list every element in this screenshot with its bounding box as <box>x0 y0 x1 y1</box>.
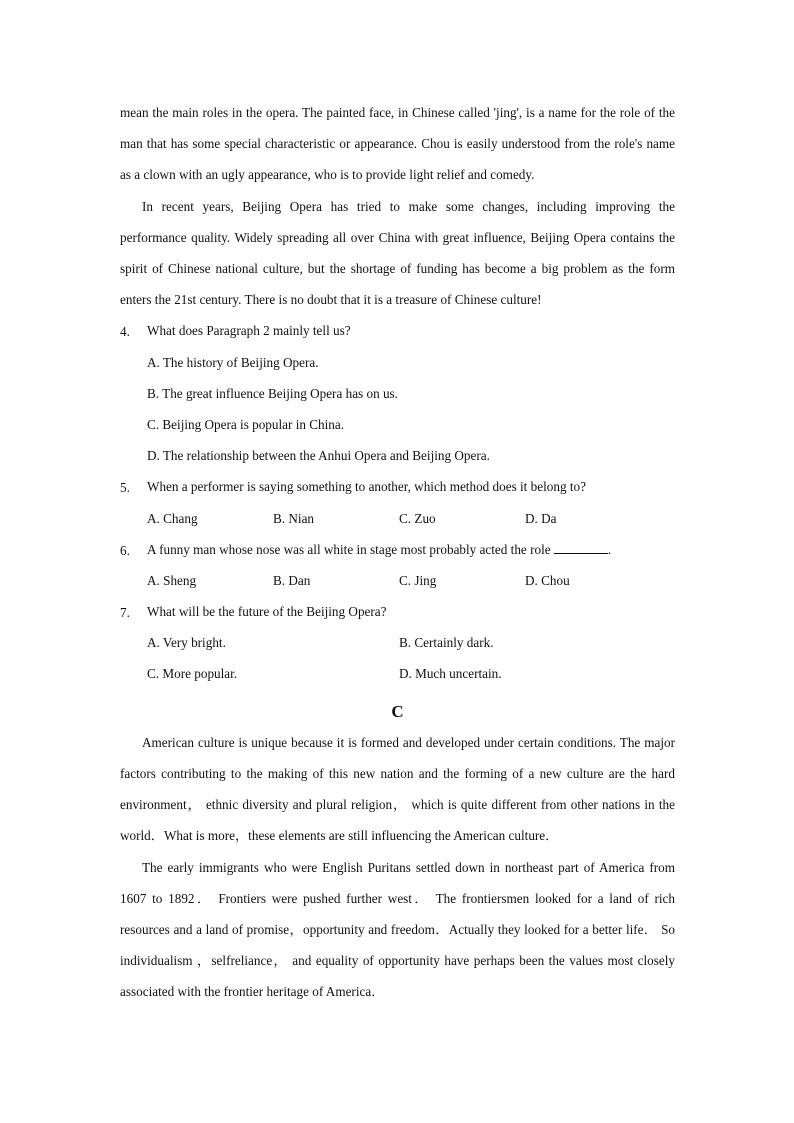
option-row <box>120 658 675 689</box>
option-d[interactable]: D. Da <box>525 510 557 526</box>
question-text-end: . <box>607 541 612 557</box>
option-d[interactable]: D. Chou <box>525 572 570 588</box>
option-a[interactable]: A. The history of Beijing Opera. <box>147 354 319 370</box>
option-b[interactable]: B. The great influence Beijing Opera has on us. <box>147 385 398 401</box>
option-row <box>120 440 675 471</box>
question-number: 5. <box>120 480 130 496</box>
option-a[interactable]: A. Sheng <box>147 572 197 588</box>
option-c[interactable]: C. Jing <box>399 572 437 588</box>
paragraph-opera-roles: mean the main roles in the opera. The painted face, in Chinese called 'jing', is a name for the role of the man that has some special characteristic or appearance. Chou is easily understood from the role's name as a clown with an ugly appearance, who is to provide light relief and comedy. <box>120 105 675 183</box>
question-4 <box>120 315 675 346</box>
option-row <box>120 409 675 440</box>
question-7 <box>120 596 675 627</box>
option-b[interactable]: B. Nian <box>273 510 315 526</box>
option-c[interactable]: C. More popular. <box>147 666 238 682</box>
option-row <box>120 627 675 658</box>
option-row <box>120 347 675 378</box>
option-d[interactable]: D. The relationship between the Anhui Opera and Beijing Opera. <box>147 448 490 464</box>
option-row <box>120 378 675 409</box>
question-number: 4. <box>120 324 130 340</box>
document-page <box>120 97 675 1008</box>
paragraph-early-immigrants: The early immigrants who were English Puritans settled down in northeast part of America from 1607 to 1892． Frontiers were pushed further west． The frontiersmen looked for a land of rich resources and a land of promise，opportunity and freedom．Actually they looked for a better life． So individualism ，selfreliance， and equality of opportunity have perhaps been the values most closely associated with the frontier heritage of America． <box>120 859 675 1000</box>
option-c[interactable]: C. Beijing Opera is popular in China. <box>147 416 345 432</box>
question-text: What does Paragraph 2 mainly tell us? <box>147 323 351 339</box>
answer-blank[interactable] <box>554 541 608 554</box>
option-row <box>120 503 675 534</box>
option-d[interactable]: D. Much uncertain. <box>399 666 502 682</box>
question-text <box>147 534 611 565</box>
question-5 <box>120 471 675 502</box>
question-text: When a performer is saying something to another, which method does it belong to? <box>147 479 586 495</box>
option-b[interactable]: B. Certainly dark. <box>399 635 494 651</box>
question-number: 7. <box>120 605 130 621</box>
option-a[interactable]: A. Chang <box>147 510 198 526</box>
section-heading: C <box>391 701 404 721</box>
paragraph-american-culture: American culture is unique because it is formed and developed under certain conditions. The major factors contributing to the making of this new nation and the forming of a new culture are the hard environment， ethnic diversity and plural religion， which is quite different from other nations in the world．What is more，these elements are still influencing the American culture． <box>120 734 675 844</box>
question-number: 6. <box>120 542 130 558</box>
option-row <box>120 565 675 596</box>
paragraph-recent-years: In recent years, Beijing Opera has tried to make some changes, including improving the performance quality. Widely spreading all over China with great influence, Beijing Opera contains the spirit of Chinese national culture, but the shortage of funding has become a big problem as the form enters the 21st century. There is no doubt that it is a treasure of Chinese culture! <box>120 198 675 308</box>
question-text-main: A funny man whose nose was all white in stage most probably acted the role <box>147 541 554 557</box>
option-c[interactable]: C. Zuo <box>399 510 436 526</box>
question-text: What will be the future of the Beijing Opera? <box>147 604 387 620</box>
option-a[interactable]: A. Very bright. <box>147 635 226 651</box>
question-6 <box>120 534 675 565</box>
option-b[interactable]: B. Dan <box>273 572 311 588</box>
